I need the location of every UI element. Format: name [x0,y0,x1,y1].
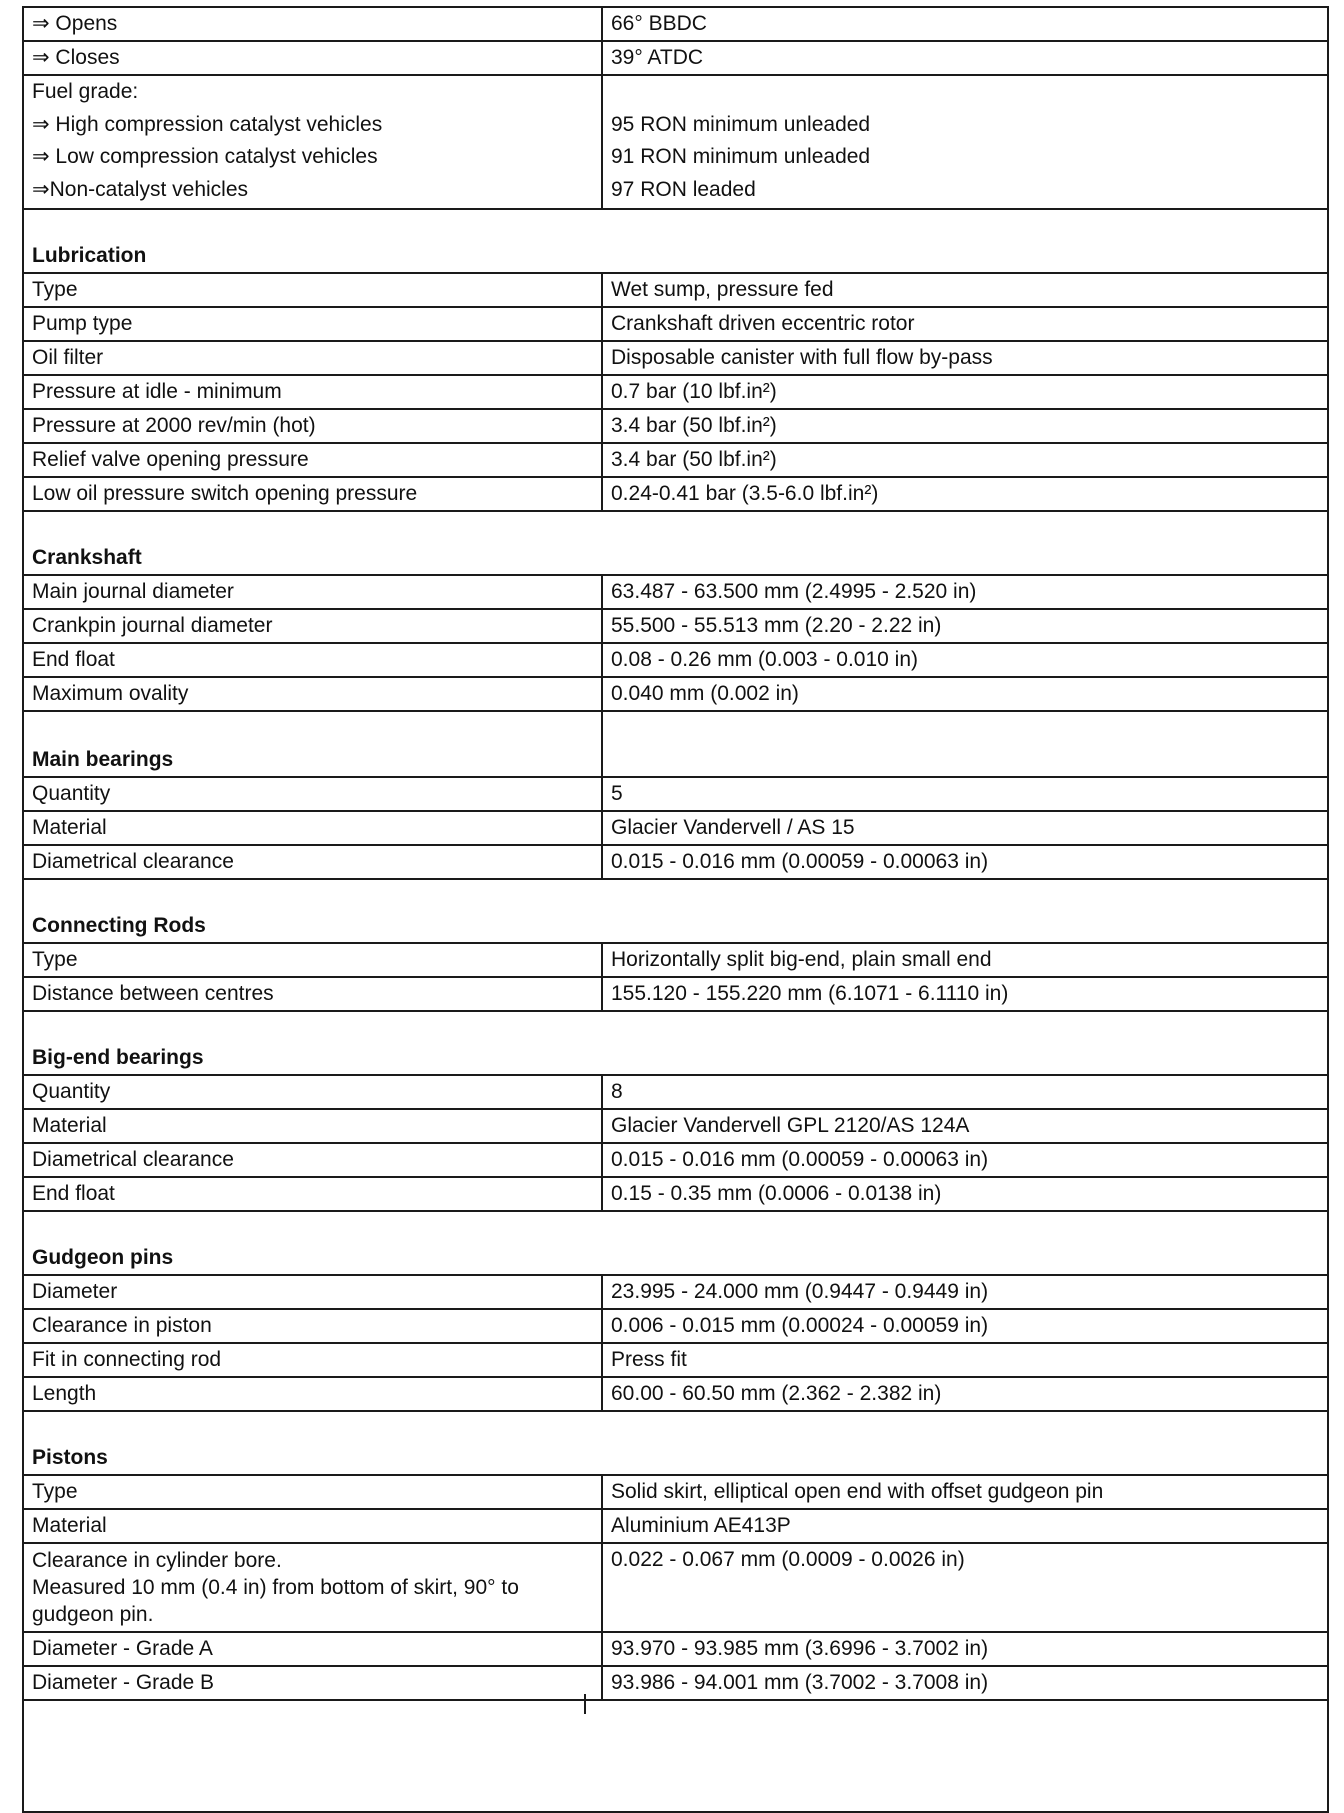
spec-table [22,6,1329,1813]
section-heading [23,1242,1328,1275]
section-heading [23,240,1328,273]
section-title-lubrication: Lubrication [23,240,1328,273]
spec-label: Distance between centres [23,977,602,1011]
spec-sheet [22,6,1327,1813]
spec-label: Material [23,1509,602,1543]
section-heading [23,1042,1328,1075]
table-row [23,1543,1328,1632]
fuel-grade-values [602,75,1328,209]
table-row [23,273,1328,307]
table-row [23,1275,1328,1309]
spec-label: Quantity [23,1075,602,1109]
spec-label: Diametrical clearance [23,1143,602,1177]
spec-label: Crankpin journal diameter [23,609,602,643]
section-title-gudgeon-pins: Gudgeon pins [23,1242,1328,1275]
table-row [23,1109,1328,1143]
spec-label: Length [23,1377,602,1411]
spec-label: Type [23,943,602,977]
spec-value: Solid skirt, elliptical open end with offset gudgeon pin [602,1475,1328,1509]
table-row [23,1177,1328,1211]
spec-label: Fit in connecting rod [23,1343,602,1377]
table-row [23,643,1328,677]
table-row [23,811,1328,845]
table-row [23,977,1328,1011]
spec-label: Relief valve opening pressure [23,443,602,477]
spec-value: Aluminium AE413P [602,1509,1328,1543]
spec-label: Diameter - Grade B [23,1666,602,1700]
section-title-big-end-bearings: Big-end bearings [23,1042,1328,1075]
table-row [23,1343,1328,1377]
section-title-main-bearings: Main bearings [23,744,602,777]
spec-value: 5 [602,777,1328,811]
table-row [23,943,1328,977]
spec-value: 97 RON leaded [611,177,756,201]
spec-value: 0.15 - 0.35 mm (0.0006 - 0.0138 in) [602,1177,1328,1211]
section-title-pistons: Pistons [23,1442,1328,1475]
spec-value: 8 [602,1075,1328,1109]
spec-value: 0.24-0.41 bar (3.5-6.0 lbf.in²) [602,477,1328,511]
fuel-grade-block [23,75,1328,209]
spec-label: Type [23,1475,602,1509]
table-row [23,1377,1328,1411]
spec-label: ⇒ Low compression catalyst vehicles [32,145,378,168]
table-row [23,845,1328,879]
table-row [23,307,1328,341]
table-row [23,443,1328,477]
spec-value: 63.487 - 63.500 mm (2.4995 - 2.520 in) [602,575,1328,609]
table-row [23,1309,1328,1343]
spec-label: Pressure at idle - minimum [23,375,602,409]
spec-value: Press fit [602,1343,1328,1377]
table-row [23,7,1328,41]
table-row [23,575,1328,609]
table-row [23,609,1328,643]
spec-value: Horizontally split big-end, plain small end [602,943,1328,977]
spec-value: 66° BBDC [602,7,1328,41]
spec-label: Main journal diameter [23,575,602,609]
spec-label: ⇒Non-catalyst vehicles [32,177,249,201]
table-row [23,1143,1328,1177]
table-row [23,375,1328,409]
section-heading [23,910,1328,943]
spec-label: Pump type [23,307,602,341]
table-row [23,477,1328,511]
spec-label: Diametrical clearance [23,845,602,879]
spec-label: End float [23,643,602,677]
table-row [23,341,1328,375]
spec-label: Material [23,811,602,845]
spec-value: 0.040 mm (0.002 in) [602,677,1328,711]
spec-label: Type [23,273,602,307]
table-row [23,1509,1328,1543]
spec-value: 91 RON minimum unleaded [611,145,871,168]
spec-label: Oil filter [23,341,602,375]
spec-label: Clearance in piston [23,1309,602,1343]
spec-label: ⇒ Opens [23,7,602,41]
spec-value: Crankshaft driven eccentric rotor [602,307,1328,341]
fuel-grade-title: Fuel grade: [32,80,139,103]
spec-value: 93.970 - 93.985 mm (3.6996 - 3.7002 in) [602,1632,1328,1666]
spec-value: 93.986 - 94.001 mm (3.7002 - 3.7008 in) [602,1666,1328,1700]
section-title-connecting-rods: Connecting Rods [23,910,1328,943]
spec-label: Quantity [23,777,602,811]
spec-label: End float [23,1177,602,1211]
table-row [23,777,1328,811]
spec-value: 155.120 - 155.220 mm (6.1071 - 6.1110 in) [602,977,1328,1011]
spec-value: 60.00 - 60.50 mm (2.362 - 2.382 in) [602,1377,1328,1411]
section-heading [23,542,1328,575]
fuel-grade-labels [23,75,602,209]
spec-value: 0.7 bar (10 lbf.in²) [602,375,1328,409]
spec-label: Pressure at 2000 rev/min (hot) [23,409,602,443]
spec-value: Wet sump, pressure fed [602,273,1328,307]
spec-value: 0.08 - 0.26 mm (0.003 - 0.010 in) [602,643,1328,677]
table-row [23,409,1328,443]
column-divider-mark [584,1694,586,1714]
spec-value: Glacier Vandervell / AS 15 [602,811,1328,845]
table-row [23,677,1328,711]
spec-value: 0.006 - 0.015 mm (0.00024 - 0.00059 in) [602,1309,1328,1343]
table-row [23,41,1328,75]
spec-label: Clearance in cylinder bore. Measured 10 mm (0.4 in) from bottom of skirt, 90° to gudgeon pin. [23,1543,602,1632]
spec-label: Diameter - Grade A [23,1632,602,1666]
spec-label: Diameter [23,1275,602,1309]
spec-label: Material [23,1109,602,1143]
table-row [23,1475,1328,1509]
spec-value: 3.4 bar (50 lbf.in²) [602,409,1328,443]
spec-value: 23.995 - 24.000 mm (0.9447 - 0.9449 in) [602,1275,1328,1309]
spec-value: 0.022 - 0.067 mm (0.0009 - 0.0026 in) [602,1543,1328,1632]
section-heading [23,1442,1328,1475]
spec-label: Low oil pressure switch opening pressure [23,477,602,511]
spec-label: Maximum ovality [23,677,602,711]
table-row [23,1632,1328,1666]
spec-value: Glacier Vandervell GPL 2120/AS 124A [602,1109,1328,1143]
spec-value: 39° ATDC [602,41,1328,75]
spec-value: 0.015 - 0.016 mm (0.00059 - 0.00063 in) [602,845,1328,879]
spec-value: 55.500 - 55.513 mm (2.20 - 2.22 in) [602,609,1328,643]
spec-label: ⇒ Closes [23,41,602,75]
spec-value: 3.4 bar (50 lbf.in²) [602,443,1328,477]
spec-value: Disposable canister with full flow by-pass [602,341,1328,375]
spec-value: 0.015 - 0.016 mm (0.00059 - 0.00063 in) [602,1143,1328,1177]
section-heading [23,744,1328,777]
blank-row [23,1700,1328,1812]
table-row [23,1666,1328,1700]
table-row [23,1075,1328,1109]
spec-value: 95 RON minimum unleaded [611,112,871,136]
spec-label: ⇒ High compression catalyst vehicles [32,112,383,136]
section-title-crankshaft: Crankshaft [23,542,1328,575]
